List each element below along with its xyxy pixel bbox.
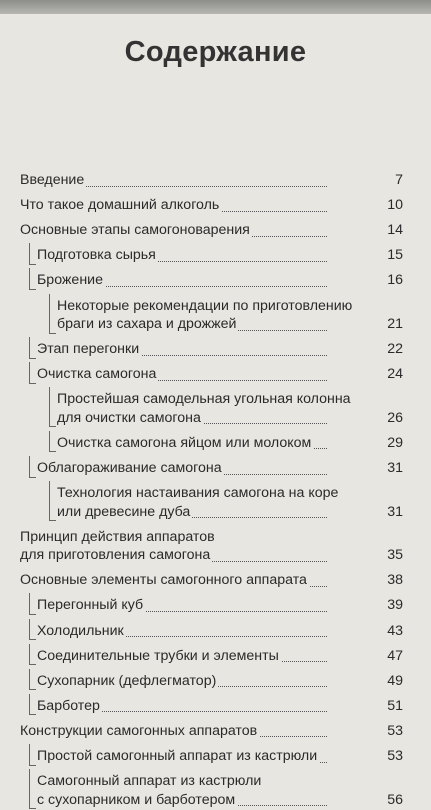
toc-entry-title: Барботер (37, 697, 100, 714)
toc-page-number: 51 (367, 698, 403, 715)
toc-entry-title: Введение (20, 172, 85, 188)
toc-page-number: 15 (367, 247, 403, 264)
toc-page-number: 16 (367, 272, 403, 289)
page-title: Содержание (124, 36, 307, 68)
toc-page-number: 7 (367, 172, 403, 189)
toc-entry (37, 748, 403, 767)
toc-page-number: 47 (367, 648, 403, 665)
toc-page-number: 31 (367, 460, 403, 477)
toc-entry (20, 197, 403, 216)
toc-entry-title: Сухопарник (дефлегматор) (37, 672, 217, 689)
toc-page-number: 56 (367, 792, 403, 809)
toc-entry-title: Подготовка сырья (37, 247, 156, 264)
toc-indent-bracket (29, 362, 36, 384)
toc-entry-title: Брожение (37, 272, 103, 289)
toc-page-number: 49 (367, 673, 403, 690)
toc-indent-bracket (49, 481, 56, 521)
toc-entry (37, 623, 403, 642)
toc-entry-title: для приготовления самогона (20, 547, 211, 564)
toc-indent-bracket (29, 744, 36, 766)
toc-entry (57, 391, 403, 428)
toc-entry-title: браги из сахара и дрожжей (57, 316, 237, 332)
toc-entry (37, 648, 403, 667)
toc-indent-bracket (29, 619, 36, 641)
toc-indent-bracket (29, 669, 36, 691)
toc-page-number: 31 (367, 504, 403, 521)
toc-page-number: 53 (367, 723, 403, 740)
toc-entry-title: Основные элементы самогонного аппарата (20, 572, 307, 589)
toc-entry-title: Принцип действия аппаратов (20, 528, 215, 545)
toc-entry (20, 222, 403, 241)
toc-entry-title: Технология настаивания самогона на коре (57, 485, 339, 502)
toc-page-number: 43 (367, 623, 403, 640)
toc-entry (37, 673, 403, 692)
toc-entry (37, 460, 403, 479)
toc-entry-title: Конструкции самогонных аппаратов (20, 722, 258, 739)
toc-page-number: 21 (367, 316, 403, 333)
toc-entry (37, 597, 403, 616)
toc-entry-title: с сухопарником и барботером (37, 791, 236, 808)
toc-entry-title: Очистка самогона яйцом или молоком (57, 434, 312, 451)
toc-entry-title: Соединительные трубки и элементы (37, 647, 279, 664)
toc-entry (37, 341, 403, 360)
toc-entry (37, 698, 403, 717)
toc-entry-title: Основные этапы самогоноварения (20, 222, 250, 239)
toc-entry-title: Некоторые рекомендации по приготовлению (57, 297, 353, 314)
toc-entry (20, 529, 403, 566)
toc-indent-bracket (49, 387, 56, 427)
toc-entry-title: Очистка самогона (37, 366, 157, 383)
toc-entry (37, 247, 403, 266)
toc-entry-title: Облагораживание самогона (37, 460, 222, 476)
toc-entry-title: Холодильник (37, 622, 124, 639)
toc-entry-title: Простейшая самодельная угольная колонна (57, 391, 351, 408)
toc-indent-bracket (29, 268, 36, 290)
toc-indent-bracket (49, 294, 56, 334)
toc-page-number: 26 (367, 410, 403, 427)
toc-page-number: 22 (367, 341, 403, 358)
toc-page-number: 24 (367, 366, 403, 383)
toc-entry (20, 172, 403, 191)
toc-entry-title: или древесине дуба (57, 503, 191, 520)
toc-entry-title: Перегонный куб (37, 597, 144, 614)
toc-indent-bracket (29, 593, 36, 615)
toc-page-number: 29 (367, 435, 403, 452)
toc-page-number: 35 (367, 547, 403, 564)
toc-page-number: 38 (367, 572, 403, 589)
toc-entry (57, 435, 403, 454)
toc-entry (57, 485, 403, 522)
toc-entry-title: для очистки самогона (57, 409, 201, 426)
toc-entry (37, 773, 403, 810)
toc-entry-title: Что такое домашний алкоголь (20, 197, 220, 214)
toc-indent-bracket (29, 243, 36, 265)
toc-indent-bracket (29, 769, 36, 809)
toc-entry-title: Самогонный аппарат из кастрюли (37, 773, 262, 790)
toc-page-number: 10 (367, 197, 403, 214)
toc-indent-bracket (49, 431, 56, 453)
toc-page-number: 14 (367, 222, 403, 239)
toc-indent-bracket (29, 694, 36, 716)
toc-entry-title: Этап перегонки (37, 341, 140, 358)
toc-indent-bracket (29, 337, 36, 359)
toc-entry (20, 723, 403, 742)
toc-page-number: 39 (367, 597, 403, 614)
toc-entry (20, 572, 403, 591)
toc-page-number: 53 (367, 748, 403, 765)
toc-entry (37, 272, 403, 291)
toc-entry (37, 366, 403, 385)
toc-indent-bracket (29, 644, 36, 666)
toc-indent-bracket (29, 456, 36, 478)
toc-entry (57, 298, 403, 335)
toc-entry-title: Простой самогонный аппарат из кастрюли (37, 748, 318, 764)
